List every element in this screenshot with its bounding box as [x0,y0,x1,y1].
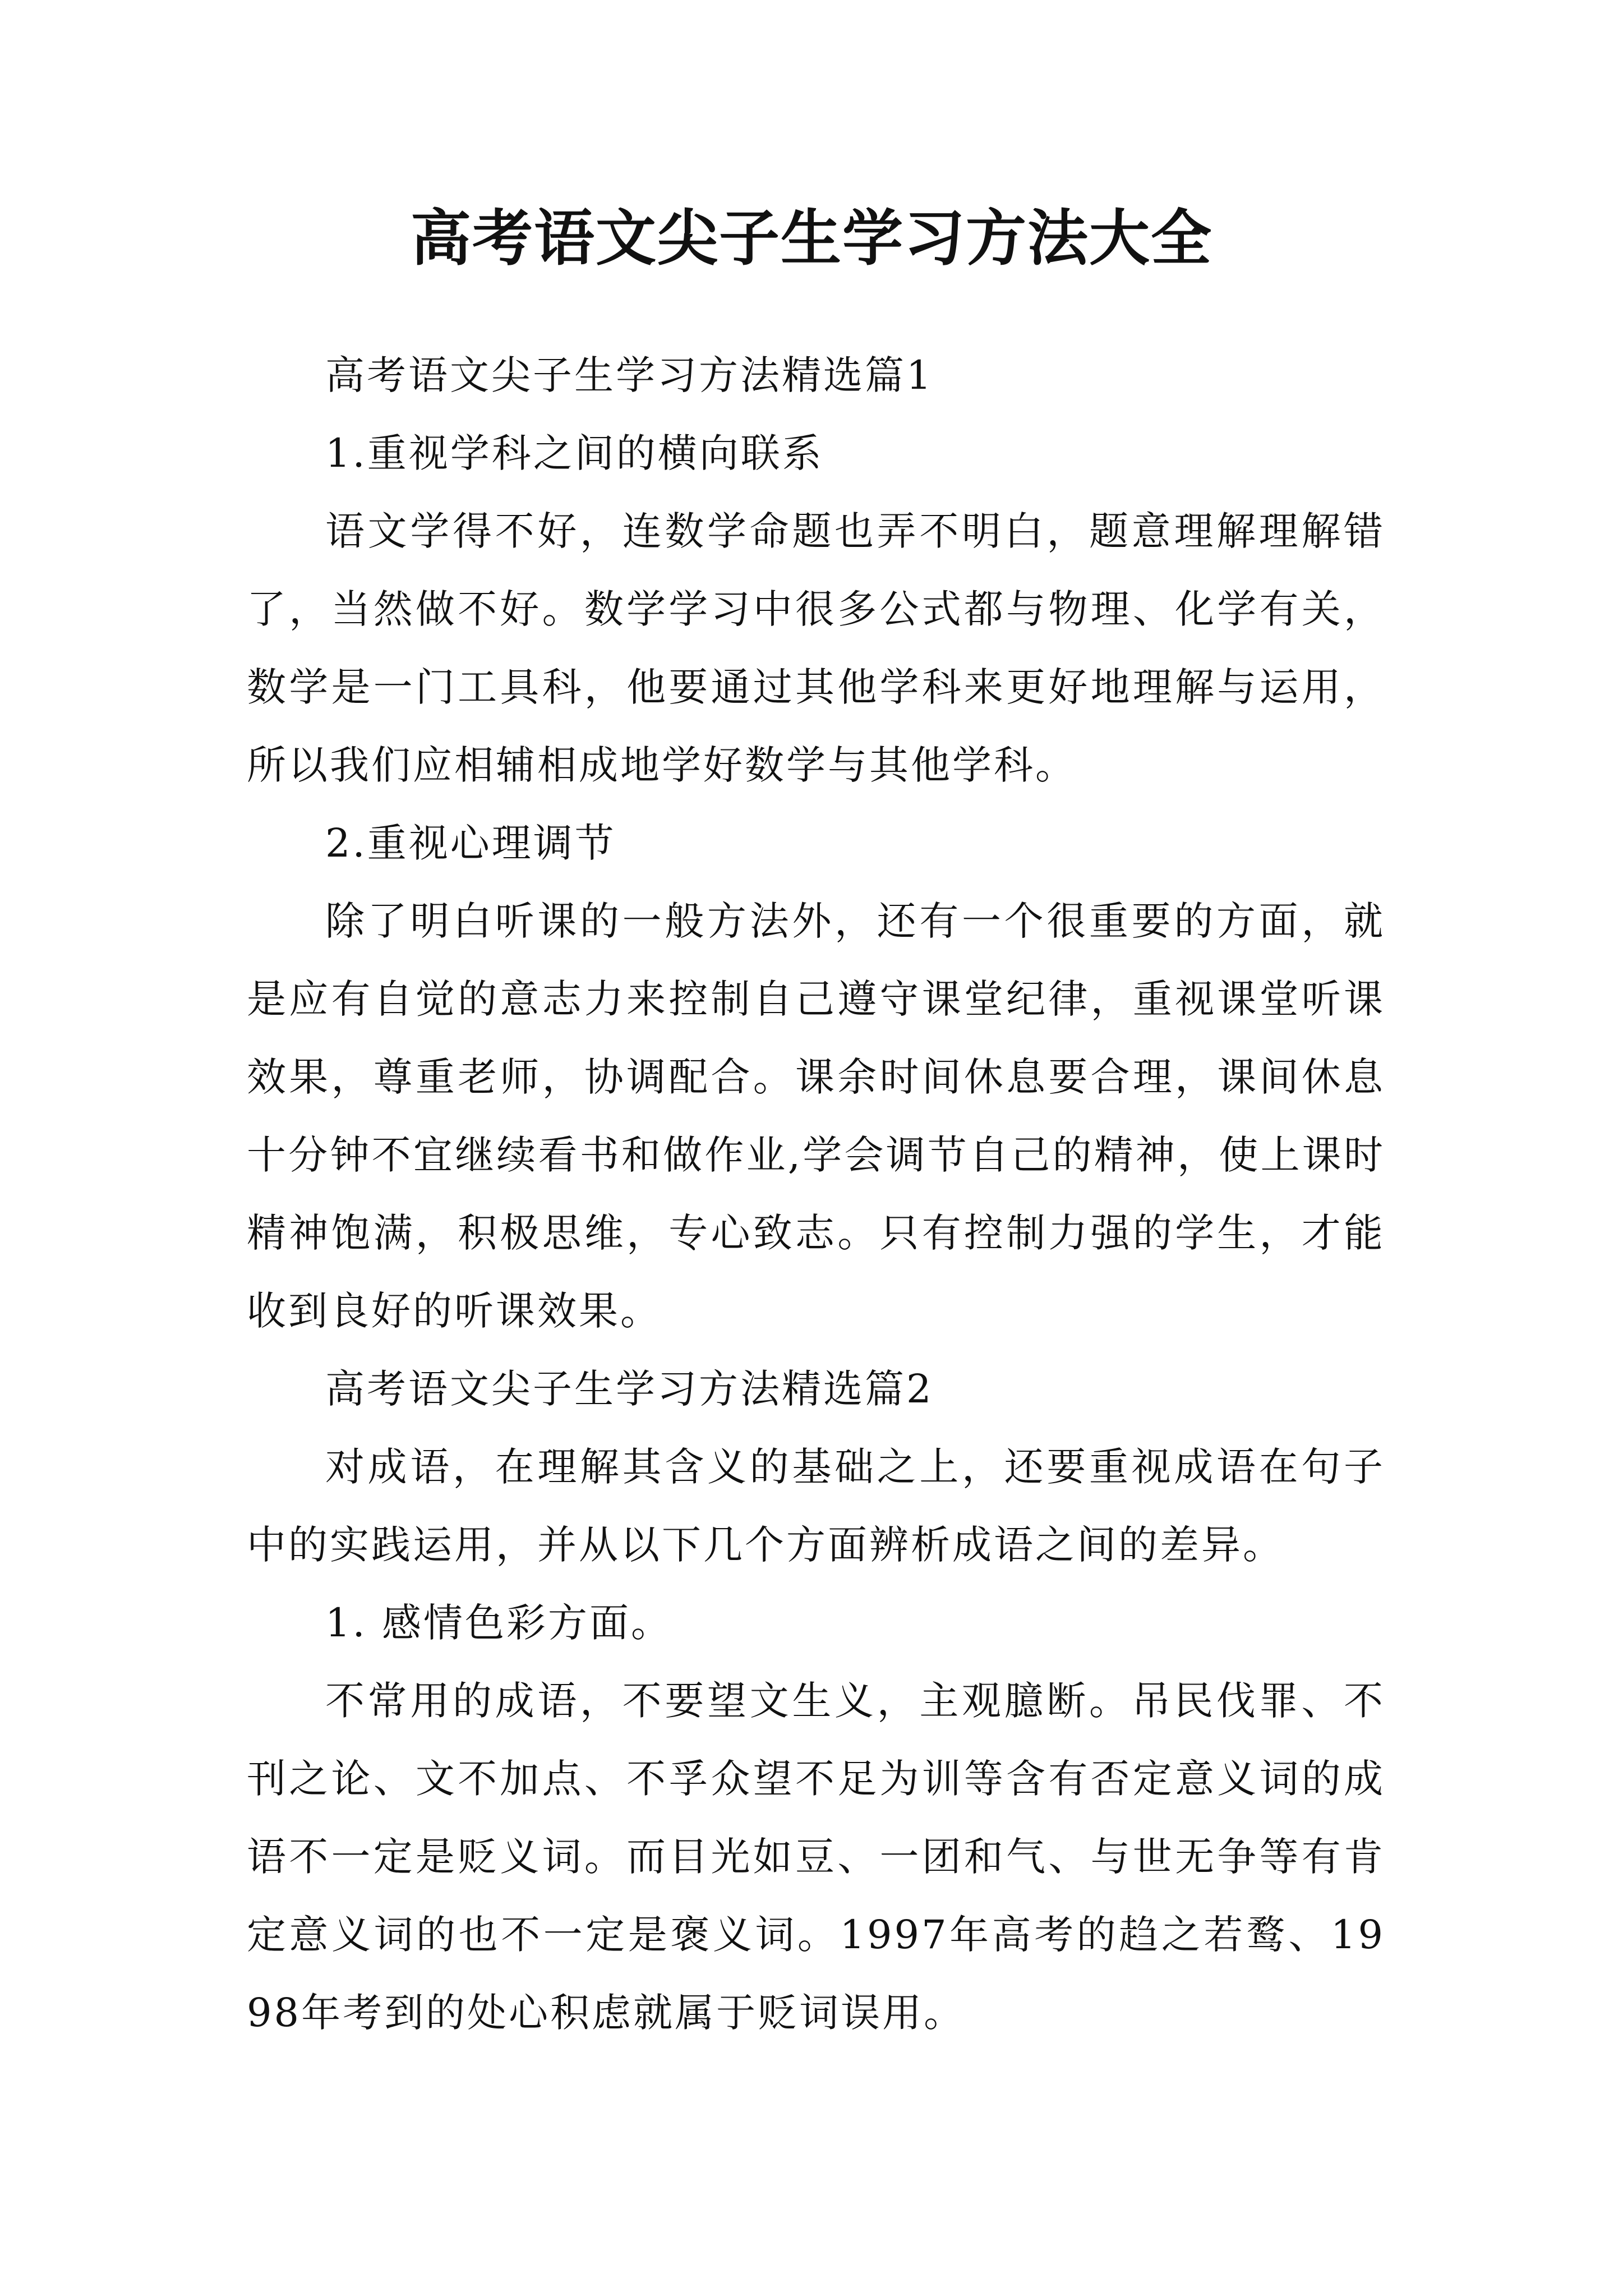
document-body [247,337,1385,2052]
section-heading-2: 高考语文尖子生学习方法精选篇2 [325,1366,934,1412]
paragraph-psychology: 除了明白听课的一般方法外，还有一个很重要的方面，就是应有自觉的意志力来控制自己遵守课堂纪律，重视课堂听课效果，尊重老师，协调配合。课余时间休息要合理，课间休息十分钟不宜继续看书和做作业,学会调节自己的精神，使上课时精神饱满，积极思维，专心致志。只有控制力强的学生，才能收到良好的听课效果。 [247,898,1385,1334]
subheading-emotional-color: 1. 感情色彩方面。 [325,1600,673,1646]
subheading-psychology: 2.重视心理调节 [325,820,616,866]
subheading-cross-subject: 1.重视学科之间的横向联系 [325,430,824,476]
section-heading-1: 高考语文尖子生学习方法精选篇1 [325,352,934,398]
paragraph-cross-subject: 语文学得不好，连数学命题也弄不明白，题意理解理解错了，当然做不好。数学学习中很多公式都与物理、化学有关，数学是一门工具科，他要通过其他学科来更好地理解与运用，所以我们应相辅相成地学好数学与其他学科。 [247,508,1385,788]
paragraph-idioms-intro: 对成语，在理解其含义的基础之上，还要重视成语在句子中的实践运用，并从以下几个方面辨析成语之间的差异。 [247,1444,1385,1568]
document-title: 高考语文尖子生学习方法大全 [410,203,1212,274]
paragraph-emotional-color: 不常用的成语，不要望文生义，主观臆断。吊民伐罪、不刊之论、文不加点、不孚众望不足为训等含有否定意义词的成语不一定是贬义词。而目光如豆、一团和气、与世无争等有肯定意义词的也不一定是褒义词。1997年高考的趋之若鹜、1998年考到的处心积虑就属于贬词误用。 [247,1678,1385,2036]
